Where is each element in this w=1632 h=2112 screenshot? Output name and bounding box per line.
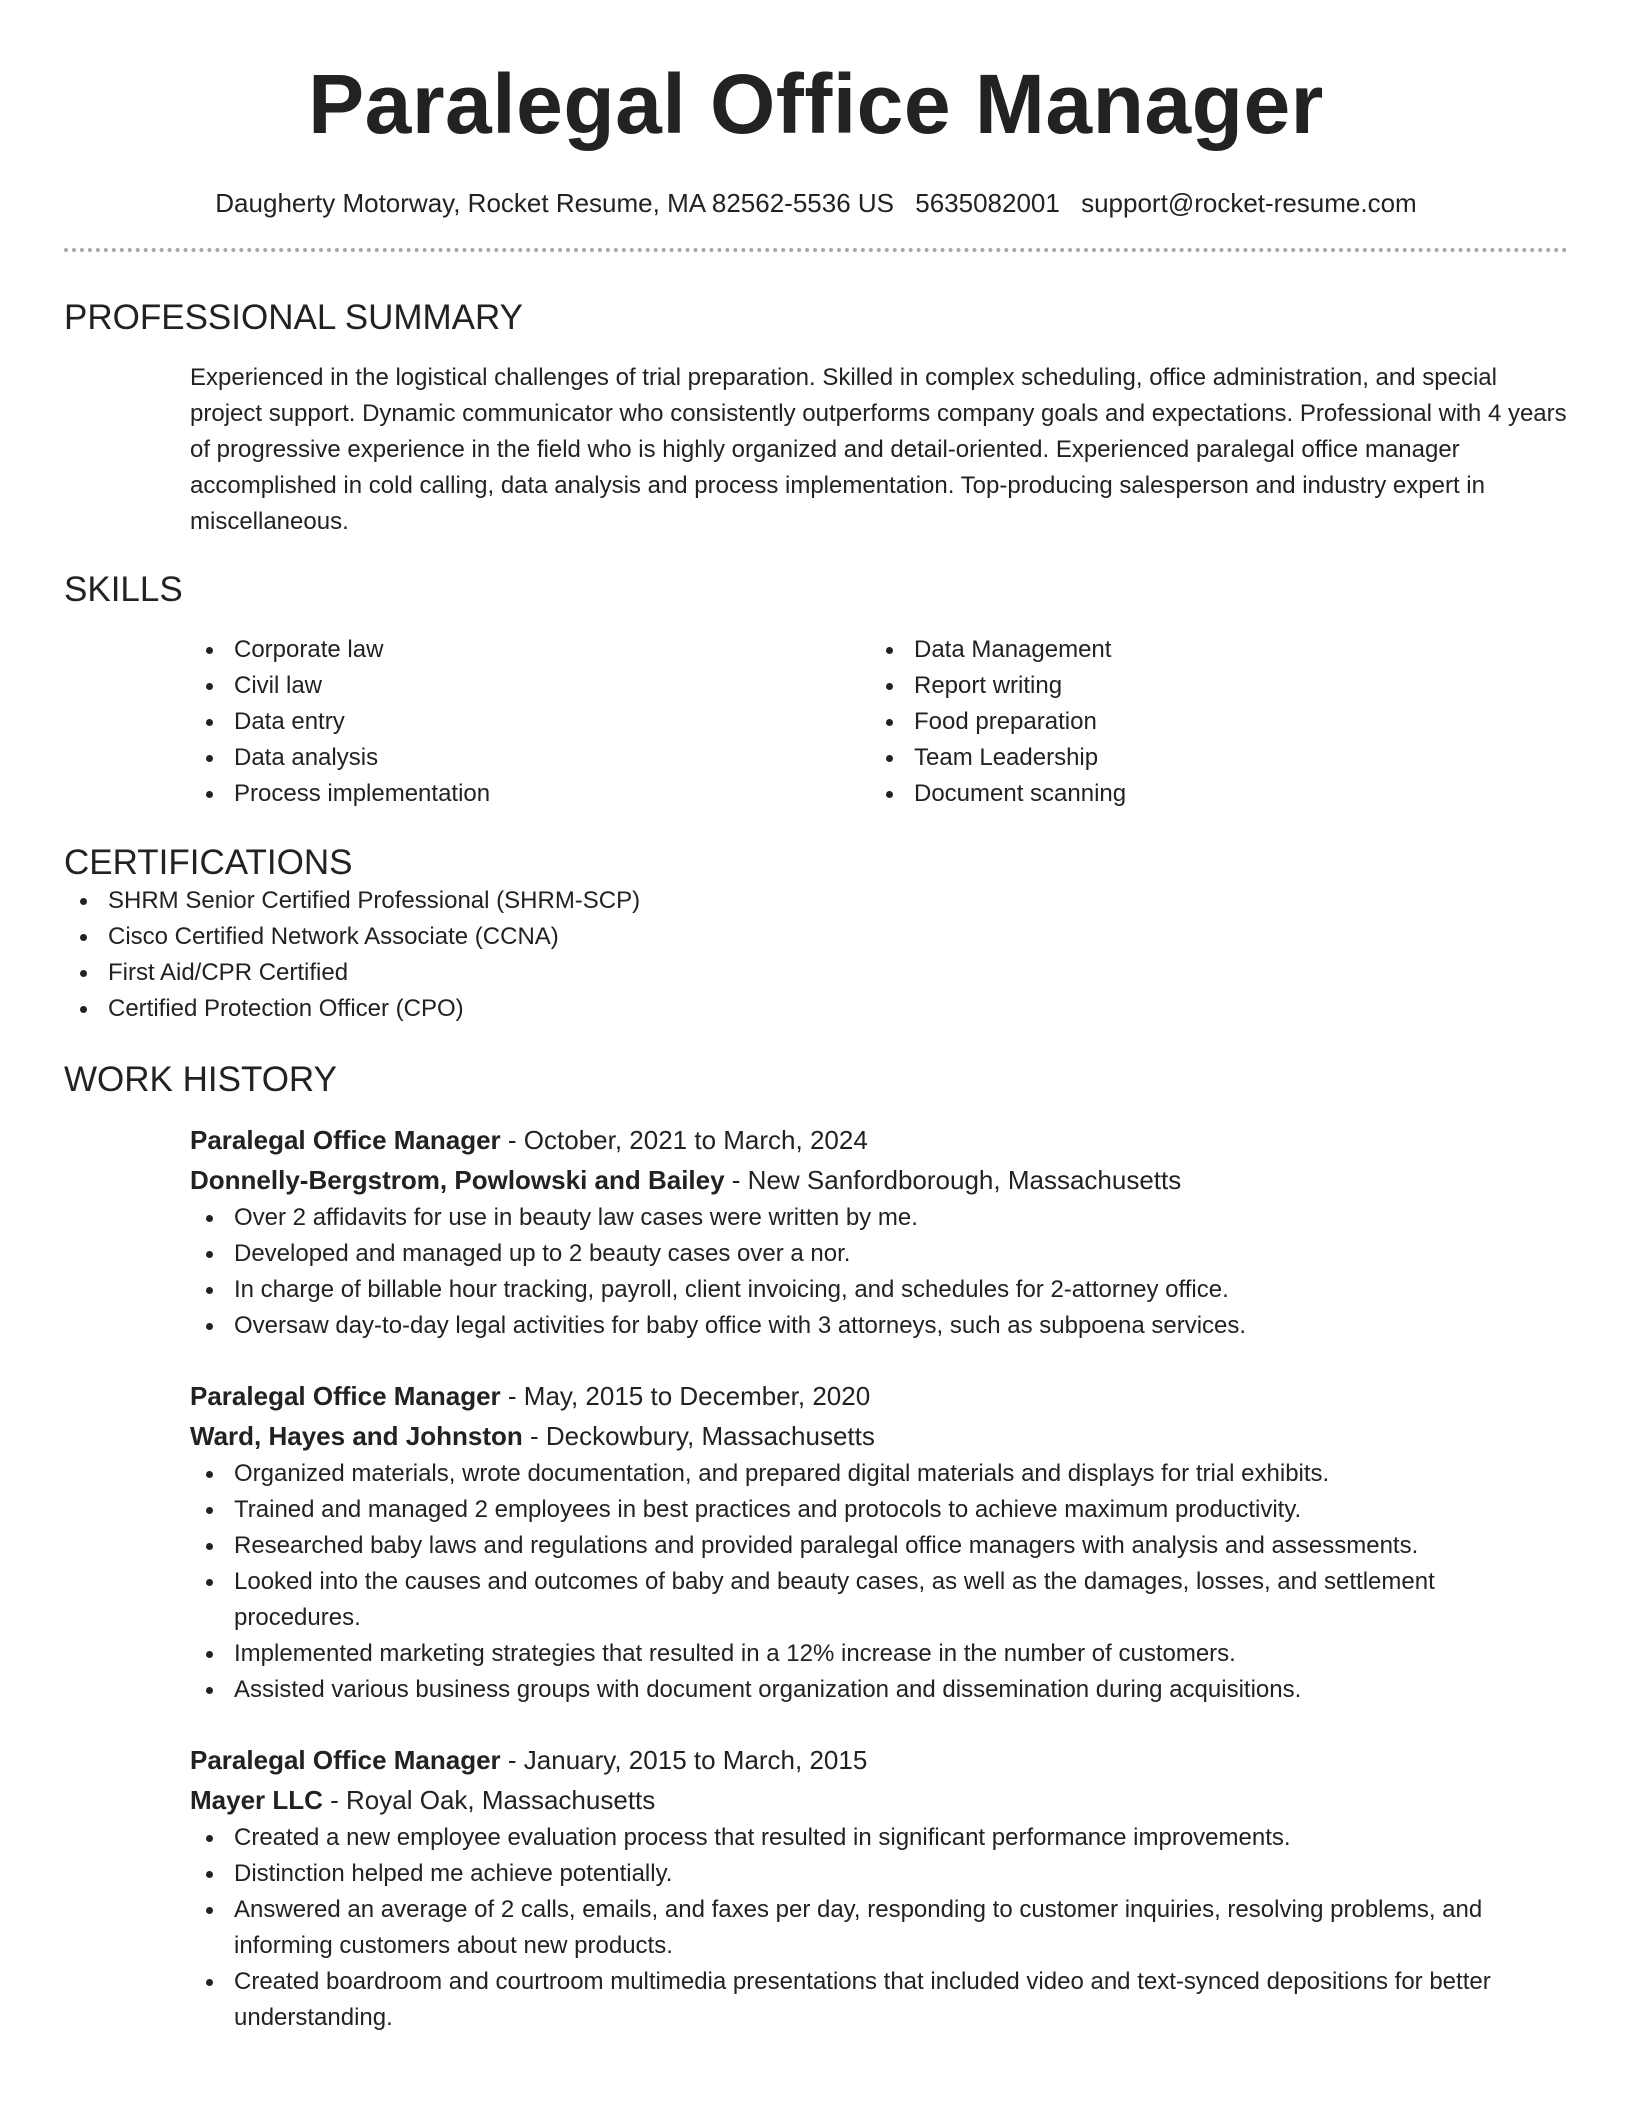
job-company: Ward, Hayes and Johnston bbox=[190, 1421, 523, 1451]
job-role: Paralegal Office Manager bbox=[190, 1125, 501, 1155]
job-dates: - October, 2021 to March, 2024 bbox=[500, 1125, 868, 1155]
job-company-line bbox=[190, 1416, 1568, 1456]
job-duties-list bbox=[190, 1820, 1568, 2036]
job-role: Paralegal Office Manager bbox=[190, 1745, 501, 1775]
job-duty-item: Assisted various business groups with document organization and dissemination during acquisitions. bbox=[190, 1672, 1568, 1708]
skill-item: Corporate law bbox=[190, 632, 870, 668]
skills-column-right bbox=[870, 632, 1550, 812]
job-duty-item: Organized materials, wrote documentation, and prepared digital materials and displays for trial exhibits. bbox=[190, 1456, 1568, 1492]
job-title-line bbox=[190, 1740, 1568, 1780]
skill-item: Data analysis bbox=[190, 740, 870, 776]
job-duty-item: Answered an average of 2 calls, emails, and faxes per day, responding to customer inquiries, resolving problems, and informing customers about new products. bbox=[190, 1892, 1568, 1964]
resume-page bbox=[64, 0, 1568, 2036]
contact-phone: 5635082001 bbox=[915, 188, 1060, 218]
skill-item: Process implementation bbox=[190, 776, 870, 812]
skill-item: Data entry bbox=[190, 704, 870, 740]
job-entry bbox=[190, 1376, 1568, 1708]
contact-address: Daugherty Motorway, Rocket Resume, MA 82562-5536 US bbox=[215, 188, 895, 218]
skill-item: Document scanning bbox=[870, 776, 1550, 812]
skill-item: Civil law bbox=[190, 668, 870, 704]
skills-grid bbox=[190, 632, 1568, 812]
job-dates: - January, 2015 to March, 2015 bbox=[500, 1745, 868, 1775]
job-title-line bbox=[190, 1376, 1568, 1416]
job-duty-item: Created a new employee evaluation process that resulted in significant performance improvements. bbox=[190, 1820, 1568, 1856]
skill-item: Team Leadership bbox=[870, 740, 1550, 776]
contact-line bbox=[64, 188, 1568, 218]
summary-heading: PROFESSIONAL SUMMARY bbox=[64, 298, 523, 337]
certification-item: First Aid/CPR Certified bbox=[64, 955, 1568, 991]
job-entry bbox=[190, 1740, 1568, 2036]
job-duty-item: In charge of billable hour tracking, payroll, client invoicing, and schedules for 2-attorney office. bbox=[190, 1272, 1568, 1308]
certification-item: Cisco Certified Network Associate (CCNA) bbox=[64, 919, 1568, 955]
summary-text: Experienced in the logistical challenges of trial preparation. Skilled in complex scheduling, office administration, and special project support. Dynamic communicator who consistently outperforms company goals and expectations. Professional with 4 years of progressive experience in the field who is highly organized and detail-oriented. Experienced paralegal office manager accomplished in cold calling, data analysis and process implementation. Top-producing salesperson and industry expert in miscellaneous. bbox=[190, 364, 1567, 535]
job-duty-item: Implemented marketing strategies that resulted in a 12% increase in the number of customers. bbox=[190, 1636, 1568, 1672]
contact-email: support@rocket-resume.com bbox=[1081, 188, 1417, 218]
job-company: Donnelly-Bergstrom, Powlowski and Bailey bbox=[190, 1165, 725, 1195]
job-role: Paralegal Office Manager bbox=[190, 1381, 501, 1411]
skill-item: Data Management bbox=[870, 632, 1550, 668]
skills-column-left bbox=[190, 632, 870, 812]
skill-item: Report writing bbox=[870, 668, 1550, 704]
skill-item: Food preparation bbox=[870, 704, 1550, 740]
job-duties-list bbox=[190, 1456, 1568, 1708]
job-company-line bbox=[190, 1780, 1568, 1820]
job-duty-item: Researched baby laws and regulations and provided paralegal office managers with analysis and assessments. bbox=[190, 1528, 1568, 1564]
job-location: - New Sanfordborough, Massachusetts bbox=[724, 1165, 1182, 1195]
job-duty-item: Developed and managed up to 2 beauty cases over a nor. bbox=[190, 1236, 1568, 1272]
job-dates: - May, 2015 to December, 2020 bbox=[500, 1381, 871, 1411]
job-duty-item: Over 2 affidavits for use in beauty law cases were written by me. bbox=[190, 1200, 1568, 1236]
job-duty-item: Created boardroom and courtroom multimedia presentations that included video and text-synced depositions for better understanding. bbox=[190, 1964, 1568, 2036]
job-duty-item: Trained and managed 2 employees in best practices and protocols to achieve maximum productivity. bbox=[190, 1492, 1568, 1528]
certification-item: Certified Protection Officer (CPO) bbox=[64, 991, 1568, 1027]
job-title-line bbox=[190, 1120, 1568, 1160]
candidate-name: Paralegal Office Manager bbox=[308, 57, 1324, 151]
job-entry bbox=[190, 1120, 1568, 1344]
job-duty-item: Looked into the causes and outcomes of baby and beauty cases, as well as the damages, losses, and settlement procedures. bbox=[190, 1564, 1568, 1636]
work-history-heading: WORK HISTORY bbox=[64, 1060, 337, 1099]
skills-heading: SKILLS bbox=[64, 570, 183, 609]
certifications-list bbox=[64, 883, 1568, 1027]
certification-item: SHRM Senior Certified Professional (SHRM-SCP) bbox=[64, 883, 1568, 919]
header-divider bbox=[64, 248, 1568, 252]
job-company: Mayer LLC bbox=[190, 1785, 323, 1815]
job-location: - Royal Oak, Massachusetts bbox=[322, 1785, 656, 1815]
certifications-heading: CERTIFICATIONS bbox=[64, 843, 353, 882]
job-location: - Deckowbury, Massachusetts bbox=[522, 1421, 875, 1451]
job-company-line bbox=[190, 1160, 1568, 1200]
job-duty-item: Distinction helped me achieve potentially. bbox=[190, 1856, 1568, 1892]
job-duty-item: Oversaw day-to-day legal activities for baby office with 3 attorneys, such as subpoena services. bbox=[190, 1308, 1568, 1344]
job-duties-list bbox=[190, 1200, 1568, 1344]
